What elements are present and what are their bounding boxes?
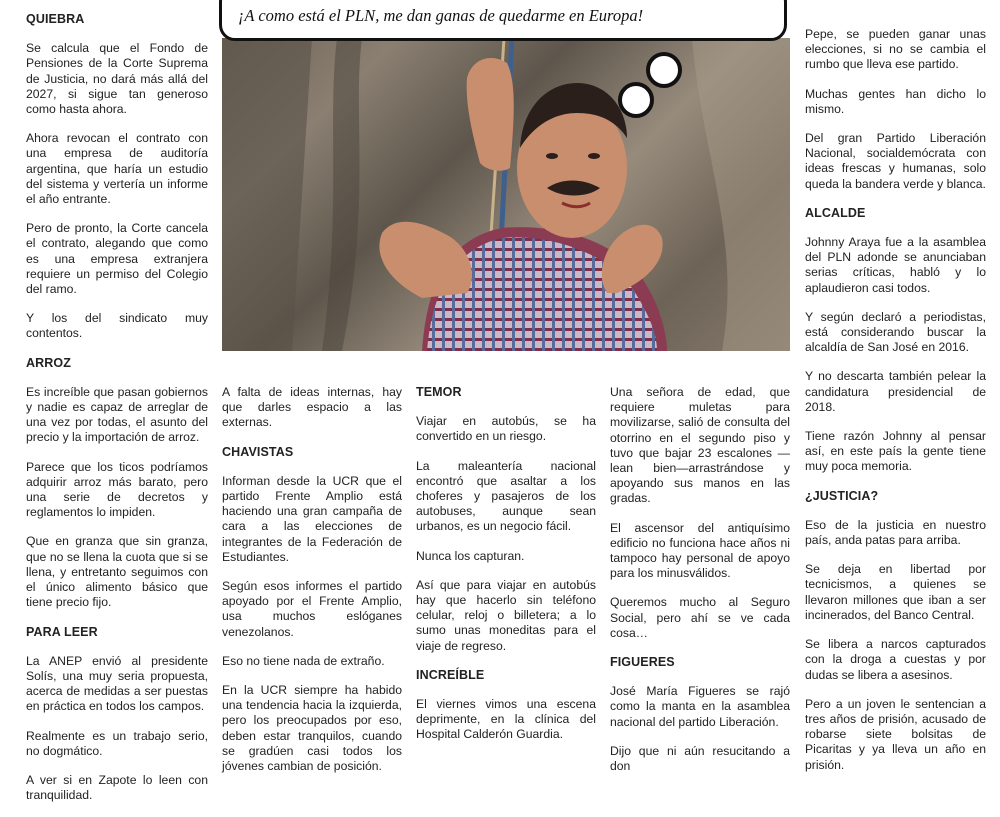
- paragraph: Y no descarta también pelear la candidatura presidencial de 2018.: [805, 369, 986, 414]
- column-1: [26, 12, 208, 817]
- paragraph: Una señora de edad, que requiere muletas para movilizarse, salió de consulta del otorrino en el segundo piso y tuvo que bajar 23 escalones —lean bien—arrastrándose y apoyando sus manos en las gradas.: [610, 385, 790, 506]
- paragraph: Tiene razón Johnny al pensar así, en este país la gente tiene muy poca memoria.: [805, 429, 986, 474]
- paragraph: Informan desde la UCR que el partido Frente Amplio está haciendo una gran campaña de cara a las elecciones de integrantes de la Federación de Estudiantes.: [222, 473, 402, 564]
- column-5: [805, 27, 986, 787]
- paragraph: Muchas gentes han dicho lo mismo.: [805, 86, 986, 116]
- column-2: [222, 385, 402, 788]
- paragraph: Que en granza que sin granza, que no se llena la cuota que si se llena, y entretanto seguimos con el único alimento básico que tiene precio fijo.: [26, 534, 208, 610]
- paragraph: La maleantería nacional encontró que asaltar a los choferes y pasajeros de los autobuses, aunque sean urbanos, es un negocio fácil.: [416, 458, 596, 534]
- section-heading: INCREÍBLE: [416, 667, 485, 682]
- section-heading: FIGUERES: [610, 655, 675, 670]
- section-heading: ¿JUSTICIA?: [805, 488, 879, 503]
- paragraph: Se calcula que el Fondo de Pensiones de la Corte Suprema de Justicia, no dará más allá del 2027, si sigue tan generoso como hasta ahora.: [26, 41, 208, 117]
- paragraph: Queremos mucho al Seguro Social, pero ahí se ve cada cosa…: [610, 595, 790, 640]
- paragraph: En la UCR siempre ha habido una tendencia hacia la izquierda, pero los preocupados por eso, deben estar tranquilos, cuando se gradúen casi todos los jóvenes cambian de posición.: [222, 683, 402, 774]
- paragraph: Se libera a narcos capturados con la droga a cuestas y por dudas se libera a asesinos.: [805, 637, 986, 682]
- paragraph: Johnny Araya fue a la asamblea del PLN adonde se anunciaban serias críticas, habló y lo aplaudieron casi todos.: [805, 235, 986, 295]
- bubble-quote: ¡A como está el PLN, me dan ganas de quedarme en Europa!: [238, 6, 644, 25]
- paragraph: Nunca los capturan.: [416, 548, 525, 563]
- paragraph: Del gran Partido Liberación Nacional, socialdemócrata con ideas frescas y humanas, solo queda la bandera verde y blanca.: [805, 131, 986, 191]
- section-heading: CHAVISTAS: [222, 444, 294, 459]
- paragraph: Eso de la justicia en nuestro país, anda patas para arriba.: [805, 517, 986, 548]
- paragraph: La ANEP envió al presidente Solís, una muy seria propuesta, acerca de medidas a ser puestas en práctica en todos los campos.: [26, 653, 208, 714]
- paragraph: Viajar en autobús, se ha convertido en un riesgo.: [416, 414, 596, 444]
- paragraph: Ahora revocan el contrato con una empresa de auditoría argentina, que haría un estudio del sistema y vertería un informe el año entrante.: [26, 131, 208, 207]
- paragraph: Pepe, se pueden ganar unas elecciones, si no se cambia el rumbo que lleva ese partido.: [805, 27, 986, 72]
- paragraph: Realmente es un trabajo serio, no dogmático.: [26, 728, 208, 758]
- thought-bubble: [219, 0, 787, 41]
- section-heading: PARA LEER: [26, 624, 98, 639]
- paragraph: A ver si en Zapote lo leen con tranquilidad.: [26, 772, 208, 803]
- paragraph: Así que para viajar en autobús hay que hacerlo sin teléfono celular, reloj o billetera; a lo sumo unas moneditas para el viaje de regreso.: [416, 577, 596, 653]
- paragraph: Es increíble que pasan gobiernos y nadie es capaz de arreglar de una vez por todas, el asunto del precio y la importación de arroz.: [26, 384, 208, 445]
- paragraph: José María Figueres se rajó como la manta en la asamblea nacional del partido Liberación.: [610, 684, 790, 729]
- paragraph: Y según declaró a periodistas, está considerando buscar la alcaldía de San José en 2016.: [805, 309, 986, 355]
- section-heading: ARROZ: [26, 355, 71, 370]
- paragraph: El viernes vimos una escena deprimente, en la clínica del Hospital Calderón Guardia.: [416, 697, 596, 742]
- paragraph: El ascensor del antiquísimo edificio no funciona hace años ni tampoco hay personal de apoyo para los minusválidos.: [610, 520, 790, 581]
- paragraph: Eso no tiene nada de extraño.: [222, 653, 385, 668]
- paragraph: Parece que los ticos podríamos adquirir arroz más barato, pero una serie de decretos y reglamentos lo impiden.: [26, 459, 208, 520]
- paragraph: Según esos informes el partido apoyado por el Frente Amplio, usa muchos eslóganes venezolanos.: [222, 579, 402, 639]
- section-heading: TEMOR: [416, 385, 462, 399]
- section-heading: ALCALDE: [805, 205, 866, 220]
- column-4: [610, 385, 790, 788]
- photo-man-on-rope: [222, 38, 790, 351]
- thought-dot-large: [646, 52, 682, 88]
- paragraph: Pero de pronto, la Corte cancela el contrato, alegando que como es una empresa extranjera requiere un permiso del Colegio del ramo.: [26, 221, 208, 297]
- paragraph: Y los del sindicato muy contentos.: [26, 311, 208, 341]
- paragraph: Pero a un joven le sentencian a tres años de prisión, acusado de robarse siete bolsitas de Picaritas y ya lleva un año en prisión.: [805, 696, 986, 772]
- paragraph: A falta de ideas internas, hay que darles espacio a las externas.: [222, 385, 402, 430]
- column-3: [416, 385, 596, 757]
- paragraph: Dijo que ni aún resucitando a don: [610, 743, 790, 774]
- thought-dot-small: [618, 82, 654, 118]
- section-heading: QUIEBRA: [26, 12, 85, 26]
- paragraph: Se deja en libertad por tecnicismos, a quienes se llevaron millones que iban a ser incinerados, del Banco Central.: [805, 562, 986, 622]
